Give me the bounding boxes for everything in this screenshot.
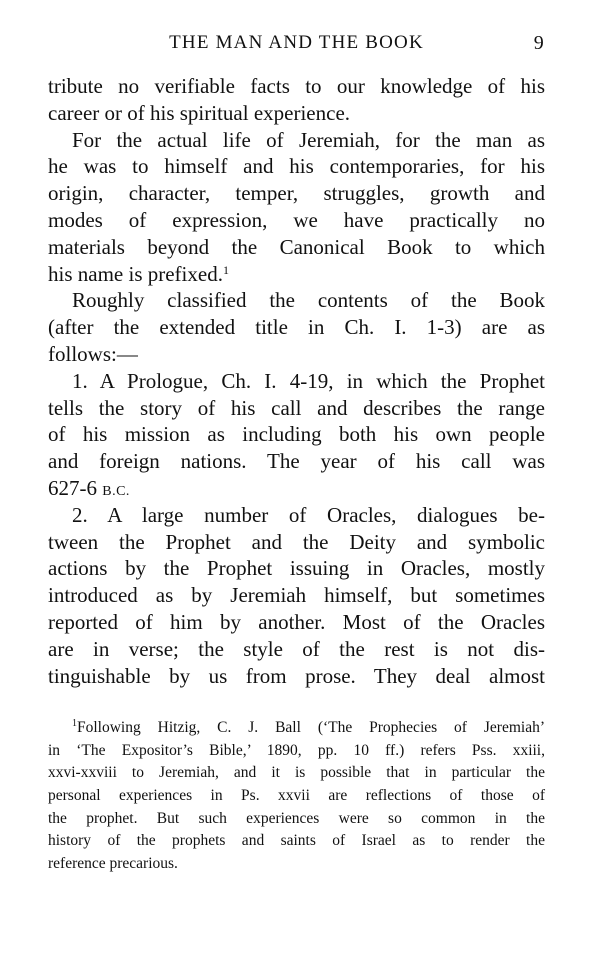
text-line: tinguishable by us from prose. They deal almost (48, 663, 545, 688)
text-line: (after the extended title in Ch. I. 1-3) are as (48, 315, 545, 340)
era-abbreviation: B.C. (102, 483, 130, 499)
text-line: materials beyond the Canonical Book to which (48, 234, 545, 259)
footnote-line-content: Following Hitzig, C. J. Ball (‘The Prophecies of Jeremiah’ (77, 719, 545, 736)
text-line: For the actual life of Jeremiah, for the man as (72, 127, 545, 152)
text-line-content: his name is prefixed. (48, 261, 223, 286)
footnote-reference: 1 (222, 262, 229, 277)
paragraph-prologue (48, 368, 545, 502)
text-line: actions by the Prophet issuing in Oracles, mostly (48, 556, 545, 581)
text-line: follows:— (48, 341, 138, 366)
footnote-line: history of the prophets and saints of Israel as to render the (48, 832, 545, 850)
text-line: career or of his spiritual experience. (48, 100, 351, 125)
footnote-mark: 1 (72, 718, 77, 729)
text-line: 2. A large number of Oracles, dialogues be- (72, 502, 545, 527)
text-line: reported of him by another. Most of the Oracles (48, 609, 545, 634)
paragraph-classification (48, 287, 545, 367)
text-line: are in verse; the style of the rest is not dis- (48, 636, 545, 661)
text-line (48, 475, 545, 502)
paragraph-continuation (48, 73, 545, 127)
text-line: 1. A Prologue, Ch. I. 4-19, in which the Prophet (72, 368, 545, 393)
paragraph-life-of-jeremiah (48, 127, 545, 288)
text-line: modes of expression, we have practically no (48, 207, 545, 232)
text-line: origin, character, temper, struggles, growth and (48, 181, 545, 206)
text-line: Roughly classified the contents of the Book (72, 288, 545, 313)
text-line: introduced as by Jeremiah himself, but sometimes (48, 583, 545, 608)
text-line: tribute no verifiable facts to our knowledge of his (48, 74, 545, 98)
footnote-line: in ‘The Expositor’s Bible,’ 1890, pp. 10 ff.) refers Pss. xxiii, (48, 741, 545, 759)
footnote-line: reference precarious. (48, 855, 178, 873)
body-text (48, 73, 545, 689)
text-line: and foreign nations. The year of his call was (48, 449, 545, 474)
running-head (48, 32, 545, 58)
footnote-line: personal experiences in Ps. xxvii are reflections of those of (48, 787, 545, 805)
text-line: of his mission as including both his own people (48, 422, 545, 447)
text-line: tells the story of his call and describes the range (48, 395, 545, 420)
text-line: he was to himself and his contemporaries, for his (48, 154, 545, 179)
text-line: tween the Prophet and the Deity and symbolic (48, 529, 545, 554)
footnote-line: xxvi-xxviii to Jeremiah, and it is possible that in particular the (48, 764, 545, 782)
text-line (48, 261, 545, 288)
footnote-line: the prophet. But such experiences were so common in the (48, 809, 545, 827)
footnote-line (48, 717, 545, 740)
paragraph-oracles (48, 502, 545, 690)
running-title: THE MAN AND THE BOOK (169, 32, 424, 53)
footnotes (48, 717, 545, 876)
page-number: 9 (533, 32, 545, 54)
text-line-content: 627-6 (48, 475, 97, 500)
